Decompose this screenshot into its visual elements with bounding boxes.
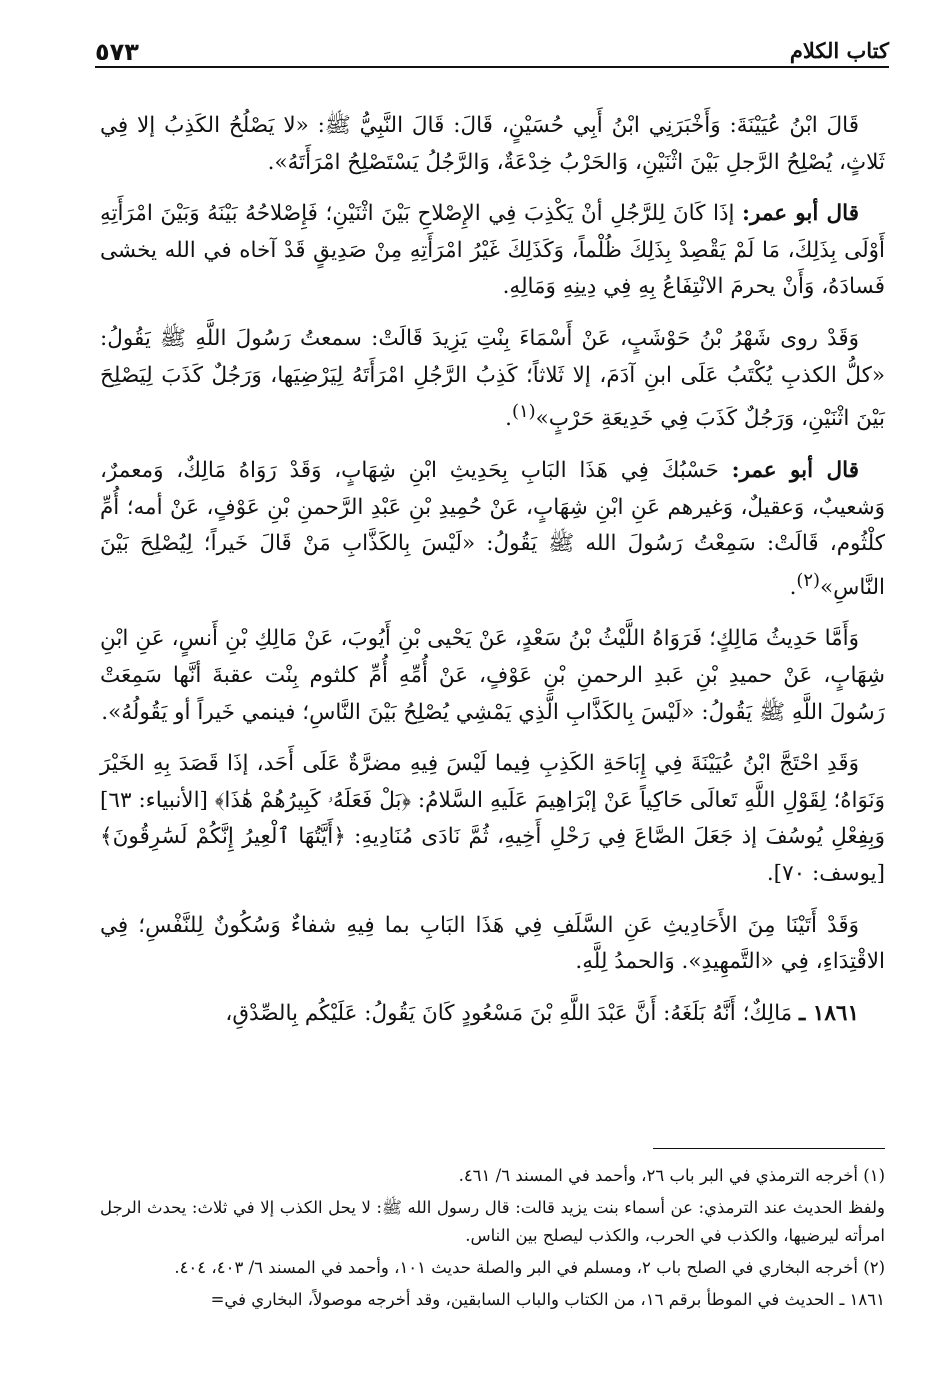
page-number: ٥٧٣ <box>95 38 139 66</box>
paragraph-lead: قال أبو عمر: <box>731 457 859 483</box>
footnote: ١٨٦١ ـ الحديث في الموطأ برقم ١٦، من الكتاب والباب السابقين، وقد أخرجه موصولاً، البخاري في= <box>210 1290 885 1309</box>
paragraph-text: مَالِكٌ؛ أَنَّهُ بَلَغَهُ: أَنَّ عَبْدَ اللَّهِ بْنَ مَسْعُودٍ كَانَ يَقُولُ: عَلَيْكُم بِالصِّدْقِ، <box>225 1000 793 1026</box>
paragraph <box>100 621 885 731</box>
paragraph-text: وَقَدْ أَتَيْنَا مِنَ الأَحَادِيثِ عَنِ السَّلَفِ فِي هَذَا البَابِ بما فِيهِ شفاءٌ وَسُكُونٌ لِلنَّفْسِ؛ فِي الاقْتِدَاءِ، فِي «التَّمهِيدِ». وَالحمدُ لِلَّهِ. <box>100 912 885 975</box>
footnote-ref[interactable]: (٢) <box>796 569 821 591</box>
paragraph-text: وَأَمَّا حَدِيثُ مَالِكٍ؛ فَرَوَاهُ اللَّيْثُ بْنُ سَعْدٍ، عَنْ يَحْيى بْنِ أَيُوبَ، عَنْ مَالِكِ بْنِ أَنسٍ، عَنِ ابْنِ شِهَابٍ، عَنْ حميدِ بْنِ عَبدِ الرحمنِ بْنِ عَوْفٍ، عَنْ أُمِّهِ أُمِّ كلثوم بِنْت عقبةَ أنَّها سَمِعَتْ رَسُولَ اللَّهِ ﷺ يَقُولُ: «لَيْسَ بِالكَذَّابِ الَّذِي يَمْشِي يُصْلِحُ بَيْنَ النَّاسِ؛ فينمي خَيراً أو يَقُولُهُ». <box>100 626 885 725</box>
paragraph <box>100 108 885 181</box>
footnote: (١) أخرجه الترمذي في البر باب ٢٦، وأحمد في المسند ٦/ ٤٦١. <box>458 1166 885 1185</box>
paragraph-text: قَالَ ابْنُ عُيَيْنَةَ: وَأَخْبَرَنِي ابْنُ أَبِي حُسَيْنٍ، قَالَ: قَالَ النَّبِيُّ ﷺ: «لا يَصْلُحُ الكَذِبُ إلا فِي ثَلاثٍ، يُصْلِحُ الرَّجلِ بَيْنَ اثْنَيْنِ، وَالحَرْبُ خِدْعَةٌ، وَالرَّجُلُ يَسْتَصْلِحُ امْرَأَتَهُ». <box>100 113 885 175</box>
paragraph-text: حَسْبُكَ فِي هَذَا البَابِ بِحَدِيثِ ابْنِ شِهَابٍ، وَقَدْ رَوَاهُ مَالِكٌ، وَمعمرٌ، وَشعيبٌ، وَعقيلٌ، وَغيرهم عَنِ ابْنِ شِهَابٍ، عَنْ حُمِيدِ بْنِ عَبْدِ الرَّحمنِ بْنِ عَوْفٍ، عَنْ أمه؛ أُمِّ كلْثُوم، قَالَتْ: سَمِعْتُ رَسُولَ الله ﷺ يَقُولُ: «لَيْسَ بِالكَذَّابِ مَنْ قَالَ خَيراً؛ لِيُصْلِحَ بَيْنَ النَّاسِ» <box>100 457 885 600</box>
footnotes <box>100 1162 885 1318</box>
paragraph <box>100 996 885 1033</box>
paragraph-end: . <box>789 574 797 600</box>
footnote: ولفظ الحديث عند الترمذي: عن أسماء بنت يزيد قالت: قال رسول الله ﷺ: لا يحل الكذب إلا في ثلاث: يحدث الرجل امرأته ليرضيها، والكذب في الحرب، والكذب ليصلح بين الناس. <box>100 1198 885 1245</box>
footnote-ref[interactable]: (١) <box>511 401 536 423</box>
paragraph <box>100 908 885 981</box>
book-title: كتاب الكلام <box>789 38 889 63</box>
paragraph-end: . <box>505 406 512 432</box>
paragraph-text: إذَا كَانَ لِلرَّجُلِ أنْ يَكْذِبَ فِي الإِصْلاحِ بَيْنَ اثْنَيْنِ؛ فَإِصْلاحُهُ بَيْنَهُ وَبَيْنَ امْرَأَتِهِ أَوْلَى بِذَلِكَ، مَا لَمْ يَقْصِدْ بِذَلِكَ ظُلْماً، وَكَذَلِكَ غَيْرُ امْرَأَتِهِ مِنْ صَدِيقٍ قَدْ آخاه في الله يخشى فَسادَهُ، وَأَنْ يحرمَ الانْتِفَاعُ بِهِ فِي دِينِهِ وَمَالِهِ. <box>100 201 885 300</box>
main-text <box>100 108 885 1047</box>
header-rule <box>95 66 889 68</box>
paragraph-text: وَقَدِ احْتَجَّ ابْنُ عُيَيْنَةَ فِي إِبَاحَةِ الكَذِبِ فِيما لَيْسَ فِيهِ مضرَّةٌ عَلَى أَحَد، إذَا قَصَدَ بِهِ الخَيْرَ وَنَوَاهُ؛ لِقَوْلِ اللَّهِ تَعالَى حَاكِياً عَنْ إبْرَاهِيمَ عَلَيهِ السَّلامُ: ﴿بَلْ فَعَلَهُۥ كَبِيرُهُمْ هَٰذَا﴾ [الأنبياء: ٦٣] وَبِفِعْلِ يُوسُفَ إذ جَعَلَ الصَّاعَ فِي رَحْلِ أَخِيهِ، ثُمَّ نَادَى مُنَادِيهِ: ﴿أَيَّتُهَا ٱلْعِيرُ إِنَّكُمْ لَسَٰرِقُونَ﴾ [يوسف: ٧٠]. <box>100 751 885 886</box>
paragraph <box>100 321 885 438</box>
paragraph-lead: قال أبو عمر: <box>742 201 860 227</box>
paragraph-text: وَقَدْ روى شَهْرُ بْنُ حَوْشَبٍ، عَنْ أَسْمَاءَ بِنْتِ يَزِيدَ قَالَتْ: سمعتُ رَسُولَ اللَّهِ ﷺ يَقُولُ: «كلُّ الكذبِ يُكْتَبُ عَلَى ابنِ آدَمَ، إلا ثَلاثاً؛ كَذِبُ الرَّجُلِ امْرَأَتَهُ لِيَرْضِيَها، وَرَجُلٌ كَذَبَ لِيَصْلِحَ بَيْنَ اثْنَيْنِ، وَرَجُلٌ كَذَبَ فِي خَدِيعَةِ حَرْبٍ» <box>100 325 885 432</box>
footnote-separator <box>653 1148 885 1149</box>
footnote: (٢) أخرجه البخاري في الصلح باب ٢، ومسلم في البر والصلة حديث ١٠١، وأحمد في المسند ٦/ ٤٠٣، ٤٠٤. <box>174 1258 885 1277</box>
paragraph <box>100 196 885 306</box>
paragraph <box>100 453 885 607</box>
hadith-number: ١٨٦١ ـ <box>799 1000 859 1026</box>
paragraph <box>100 746 885 892</box>
page-header <box>95 38 889 74</box>
